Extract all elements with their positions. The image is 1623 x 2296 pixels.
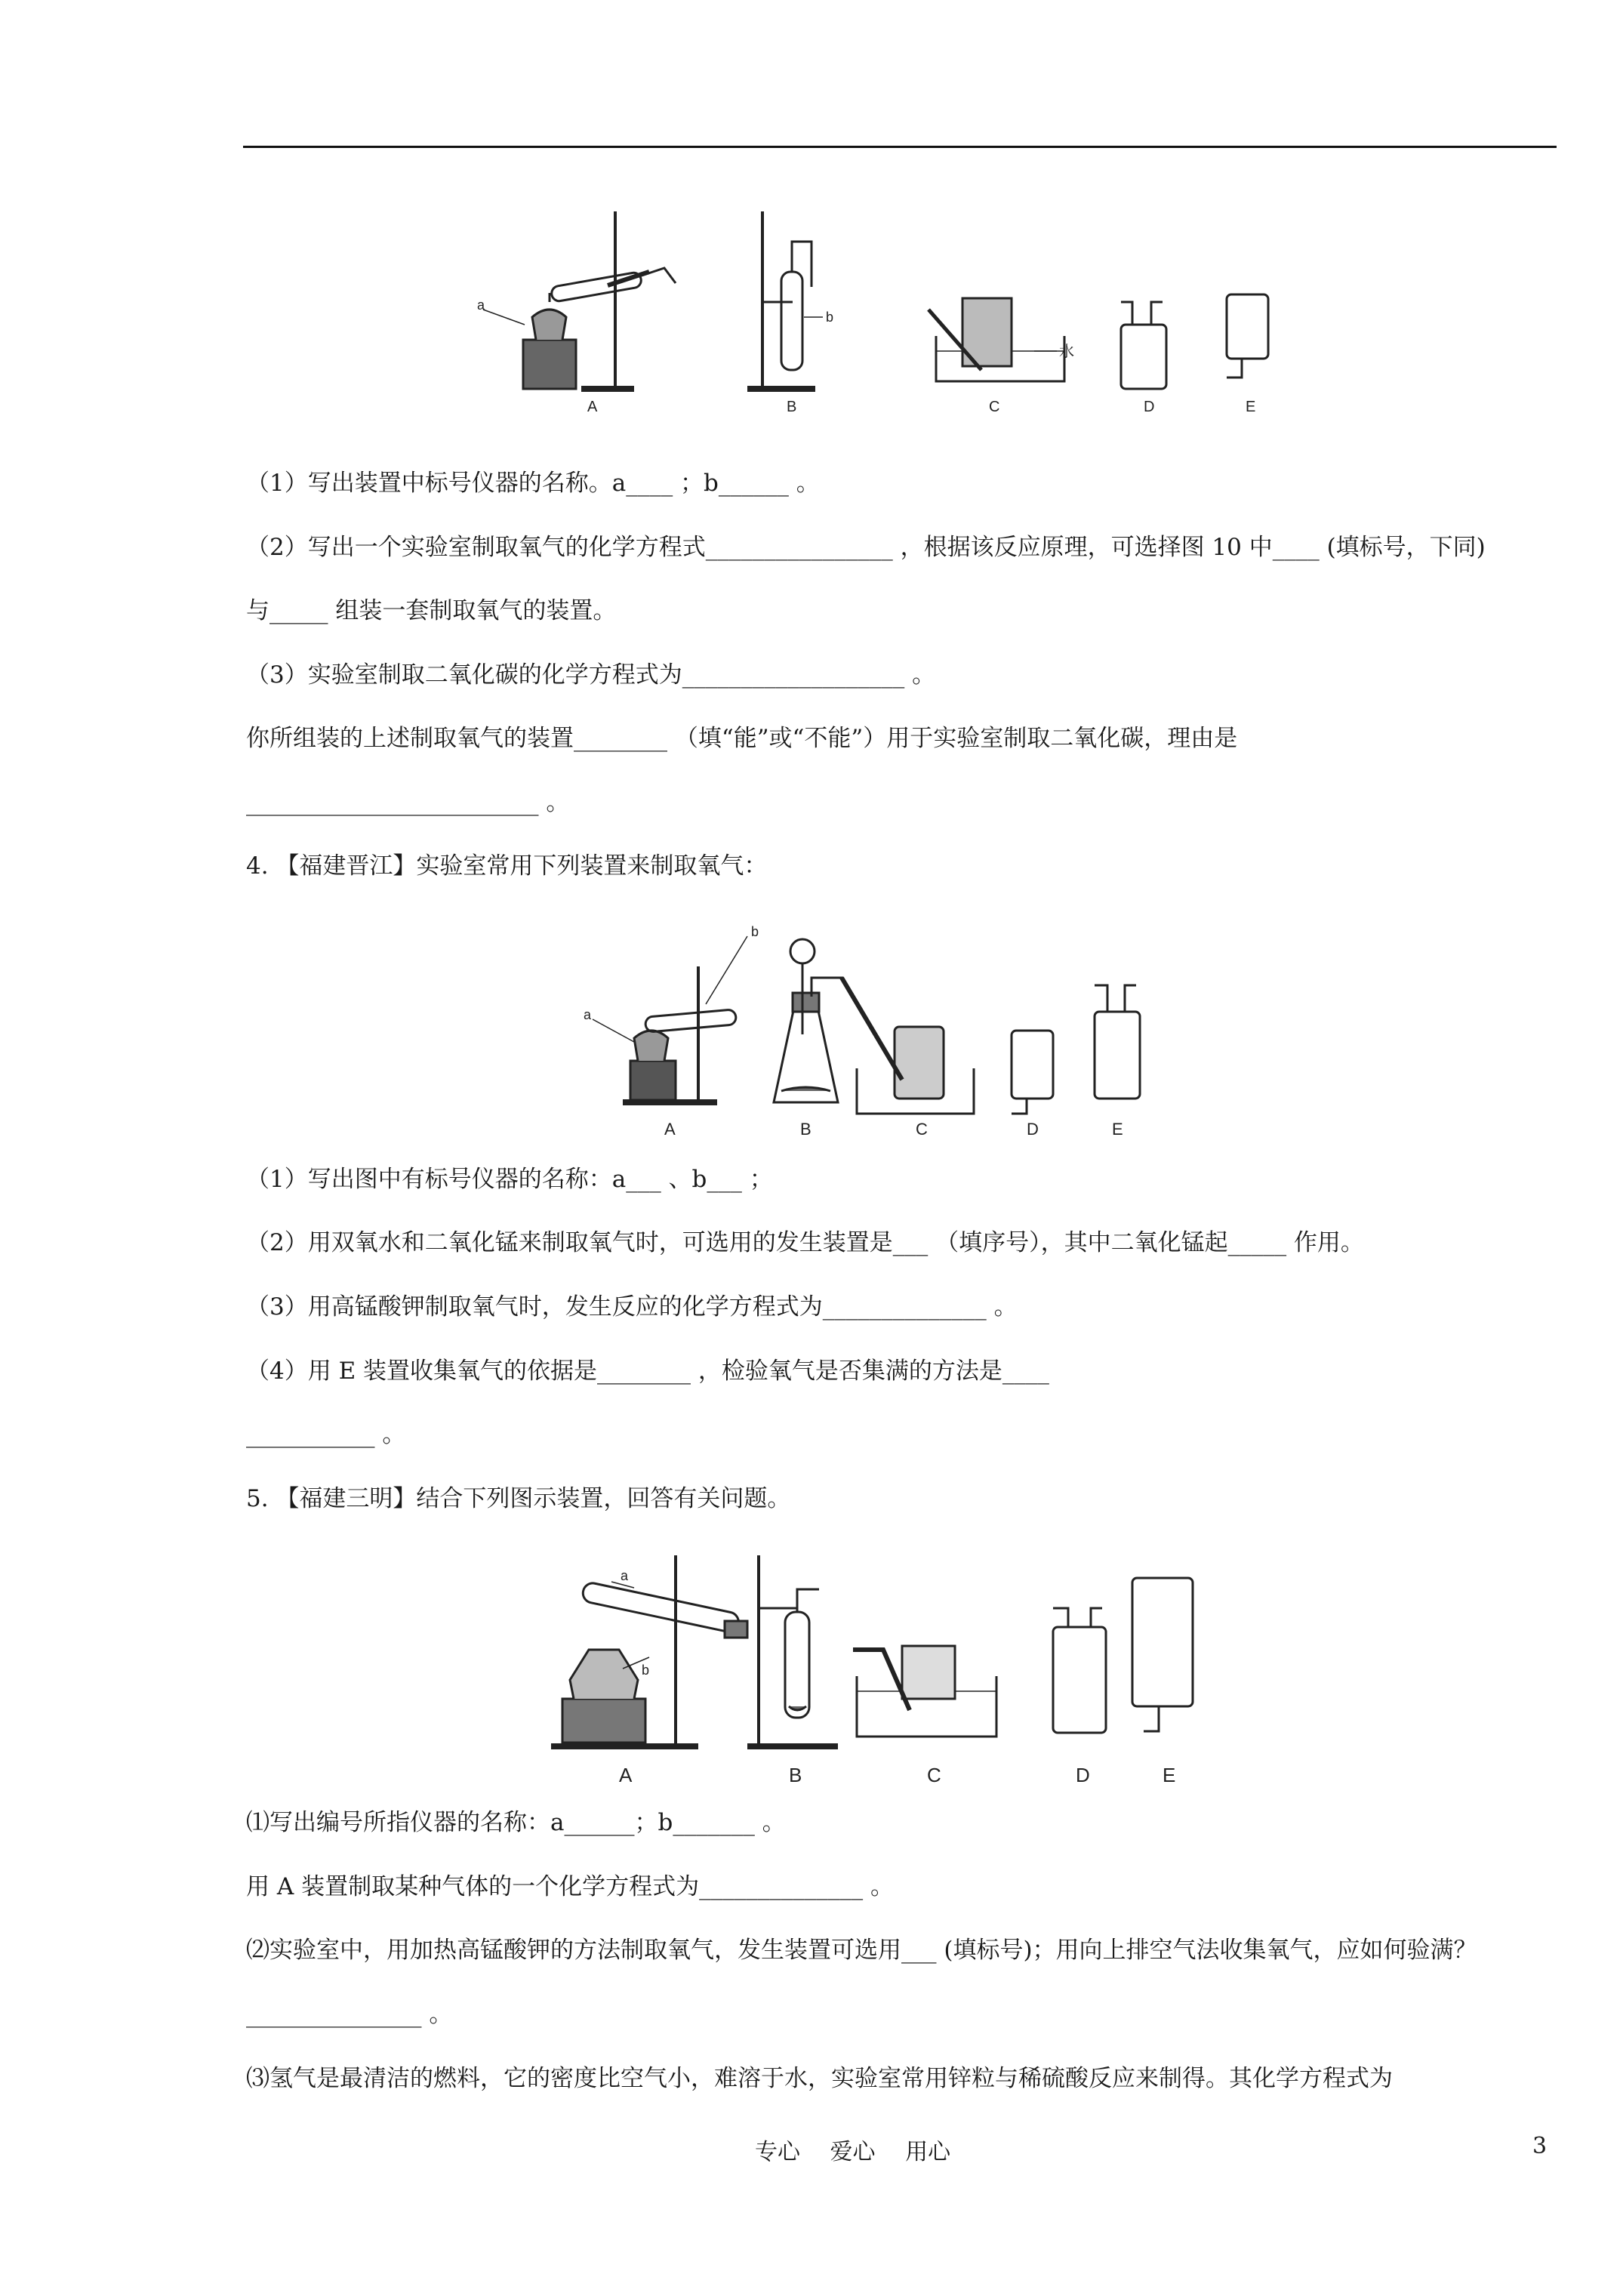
q4-apparatus-e bbox=[1095, 985, 1140, 1099]
q5-apparatus-b bbox=[747, 1555, 838, 1746]
label-a: A bbox=[587, 399, 598, 415]
callout-b: b bbox=[826, 310, 834, 325]
label-b: B bbox=[787, 399, 797, 415]
figure-q3-apparatus bbox=[460, 196, 1321, 438]
q5-line-5: ⑶氢气是最清洁的燃料，它的密度比空气小，难溶于水，实验室常用锌粒与稀硫酸反应来制得。其化学方程式为 bbox=[246, 2065, 1393, 2092]
figure-q5-apparatus bbox=[528, 1536, 1253, 1793]
q5-callout-a: a bbox=[621, 1568, 629, 1583]
q3-line-5: 你所组装的上述制取氧气的装置________ （填“能”或“不能”）用于实验室制取二氧化碳，理由是 bbox=[246, 725, 1238, 752]
q5-line-1: ⑴写出编号所指仪器的名称：a______；b_______ 。 bbox=[246, 1809, 786, 1836]
q4-line-1: （1）写出图中有标号仪器的名称：a___ 、b___ ； bbox=[246, 1166, 773, 1193]
q5-apparatus-d bbox=[1053, 1608, 1106, 1733]
q3-line-6: _________________________ 。 bbox=[246, 789, 570, 816]
q5-label-a: A bbox=[619, 1764, 633, 1786]
apparatus-e-bottle-inverted bbox=[1227, 294, 1268, 378]
label-c: C bbox=[989, 399, 1000, 415]
q3-line-1: （1）写出装置中标号仪器的名称。a____ ；b______ 。 bbox=[246, 470, 820, 497]
q4-label-c: C bbox=[916, 1120, 928, 1139]
footer-motto: 专心 爱心 用心 bbox=[755, 2139, 951, 2165]
q5-label-e: E bbox=[1163, 1764, 1176, 1786]
q4-label-e: E bbox=[1112, 1120, 1123, 1139]
q3-line-2: （2）写出一个实验室制取氧气的化学方程式________________ ，根据该反应原理，可选择图 10 中____ (填标号，下同) bbox=[246, 534, 1486, 561]
label-d: D bbox=[1144, 399, 1155, 415]
apparatus-d-bottle bbox=[1121, 302, 1166, 389]
q5-title: 5. 【福建三明】结合下列图示装置，回答有关问题。 bbox=[246, 1485, 791, 1512]
q4-line-2: （2）用双氧水和二氧化锰来制取氧气时，可选用的发生装置是___ （填序号），其中二氧化锰起_____ 作用。 bbox=[246, 1229, 1364, 1256]
apparatus-a-heating bbox=[477, 211, 676, 389]
page-number: 3 bbox=[1532, 2133, 1548, 2159]
q5-line-3: ⑵实验室中，用加热高锰酸钾的方法制取氧气，发生装置可选用___ (填标号)；用向上排空气法收集氧气，应如何验满？ bbox=[246, 1937, 1477, 1964]
q4-apparatus-b-flask bbox=[774, 939, 843, 1102]
q4-label-b: B bbox=[800, 1120, 812, 1139]
q4-line-5: ___________ 。 bbox=[246, 1421, 406, 1448]
callout-a: a bbox=[477, 297, 485, 313]
q5-label-d: D bbox=[1076, 1764, 1090, 1786]
q4-label-d: D bbox=[1027, 1120, 1039, 1139]
q4-line-4: （4）用 E 装置收集氧气的依据是________ ，检验氧气是否集满的方法是____ bbox=[246, 1358, 1049, 1385]
figure-q4-apparatus bbox=[562, 921, 1242, 1140]
q5-apparatus-a bbox=[551, 1555, 747, 1746]
q4-line-3: （3）用高锰酸钾制取氧气时，发生反应的化学方程式为______________ 。 bbox=[246, 1293, 1018, 1321]
q5-line-4: _______________ 。 bbox=[246, 2001, 453, 2028]
q4-callout-b: b bbox=[751, 924, 759, 939]
q4-apparatus-a bbox=[584, 924, 759, 1102]
header-rule bbox=[243, 146, 1557, 148]
label-e: E bbox=[1246, 399, 1256, 415]
q5-line-2: 用 A 装置制取某种气体的一个化学方程式为______________ 。 bbox=[246, 1873, 894, 1900]
apparatus-b-testtube bbox=[747, 211, 833, 389]
q5-apparatus-e bbox=[1132, 1578, 1193, 1731]
q4-label-a: A bbox=[664, 1120, 676, 1139]
q5-apparatus-c bbox=[853, 1646, 996, 1737]
q4-title: 4. 【福建晋江】实验室常用下列装置来制取氧气： bbox=[246, 852, 768, 880]
q4-apparatus-c bbox=[842, 978, 974, 1114]
q5-label-b: B bbox=[789, 1764, 802, 1786]
q5-callout-b: b bbox=[642, 1663, 650, 1678]
q3-line-3: 与_____ 组装一套制取氧气的装置。 bbox=[246, 597, 617, 624]
apparatus-c-water-trough bbox=[929, 298, 1074, 381]
q3-line-4: （3）实验室制取二氧化碳的化学方程式为___________________ 。 bbox=[246, 661, 936, 689]
q5-label-c: C bbox=[927, 1764, 941, 1786]
q4-apparatus-d bbox=[1012, 1031, 1053, 1114]
q4-callout-a: a bbox=[584, 1007, 592, 1022]
callout-water: 水 bbox=[1059, 344, 1074, 360]
